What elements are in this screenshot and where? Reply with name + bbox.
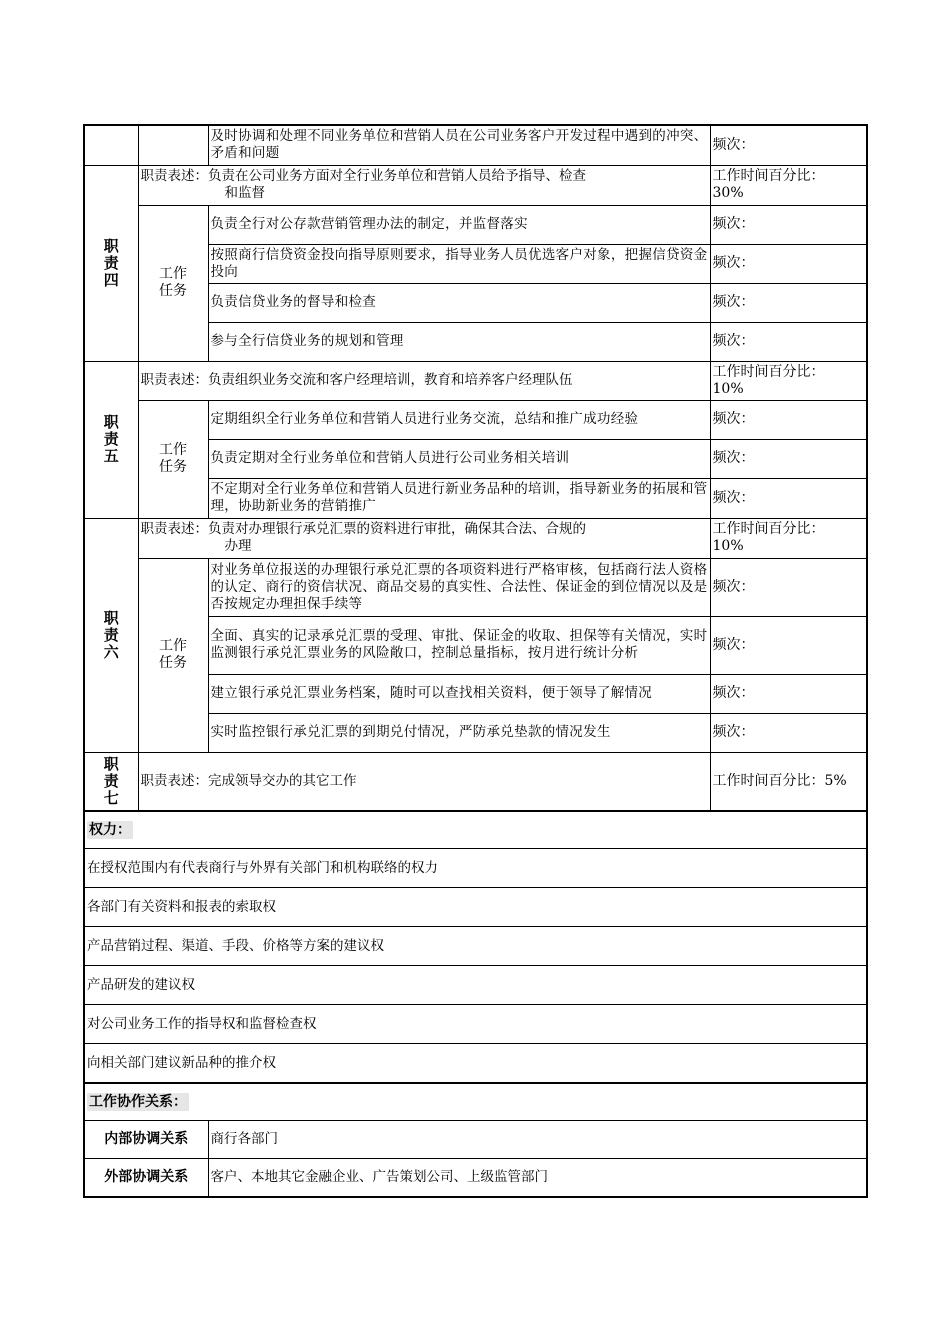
pct-value: 30% [712,185,744,201]
table-row [84,518,867,558]
external-coordination-label: 外部协调关系 [84,1159,208,1198]
duty-6-label [84,518,138,752]
work-task-label [138,205,208,361]
desc-line-1: 负责对办理银行承兑汇票的资料进行审批，确保其合法、合规的 [208,521,586,537]
table-row [84,361,867,400]
duty-char: 职 [103,754,119,773]
task-text: 不定期对全行业务单位和营销人员进行新业务品种的培训，指导新业务的拓展和管理，协助新业务的营销推广 [208,478,710,518]
duty-cell-empty [84,125,138,165]
duty-5-label [84,361,138,518]
power-item: 在授权范围内有代表商行与外界有关部门和机构联络的权力 [84,849,867,888]
coop-header-row [84,1083,867,1121]
coop-title-text: 工作协作关系： [89,1093,187,1110]
task-text: 按照商行信贷资金投向指导原则要求，指导业务人员优选客户对象，把握信贷资金投向 [208,244,710,283]
duty-4-percentage [710,165,867,205]
desc-line-2: 办理 [224,538,252,554]
desc-prefix: 职责表述： [140,168,208,184]
frequency-label: 频次： [710,244,867,283]
duty-5-description [138,361,710,400]
duty-char: 责 [103,253,119,272]
power-item: 产品营销过程、渠道、手段、价格等方案的建议权 [84,927,867,966]
work-task-label-2: 任务 [159,655,187,671]
power-item: 各部门有关资料和报表的索取权 [84,888,867,927]
power-row [84,888,867,927]
table-row [84,752,867,811]
work-task-label-2: 任务 [159,459,187,475]
powers-title [84,811,867,849]
work-task-label [138,400,208,518]
desc-prefix: 职责表述： [140,521,208,537]
task-text: 对业务单位报送的办理银行承兑汇票的各项资料进行严格审核，包括商行法人资格的认定、商行的资信状况、商品交易的真实性、合法性、保证金的到位情况以及是否按规定办理担保手续等 [208,558,710,616]
task-text: 建立银行承兑汇票业务档案，随时可以查找相关资料，便于领导了解情况 [208,674,710,713]
desc-line-1: 负责在公司业务方面对全行业务单位和营销人员给予指导、检查 [208,168,586,184]
task-text: 负责定期对全行业务单位和营销人员进行公司业务相关培训 [208,439,710,478]
task-text: 定期组织全行业务单位和营销人员进行业务交流，总结和推广成功经验 [208,400,710,439]
frequency-label: 频次： [710,439,867,478]
power-row [84,927,867,966]
frequency-label: 频次： [710,400,867,439]
frequency-label: 频次： [710,322,867,361]
duty-7-description: 职责表述：完成领导交办的其它工作 [138,752,710,811]
task-text: 参与全行信贷业务的规划和管理 [208,322,710,361]
powers-header-row [84,811,867,849]
work-task-cell-empty [138,125,208,165]
power-item: 对公司业务工作的指导权和监督检查权 [84,1005,867,1044]
table-row [84,205,867,244]
task-text: 及时协调和处理不同业务单位和营销人员在公司业务客户开发过程中遇到的冲突、矛盾和问题 [208,125,710,165]
table-row [84,400,867,439]
table-row [84,125,867,165]
duty-7-percentage: 工作时间百分比：5% [710,752,867,811]
duty-5-percentage [710,361,867,400]
work-task-label-1: 工作 [159,638,187,654]
duty-char: 四 [103,270,119,289]
frequency-label: 频次： [710,616,867,674]
task-text: 实时监控银行承兑汇票的到期兑付情况，严防承兑垫款的情况发生 [208,713,710,752]
frequency-label: 频次： [710,205,867,244]
table-row [84,558,867,616]
duty-char: 七 [103,788,119,807]
duty-char: 责 [103,771,119,790]
frequency-label: 频次： [710,478,867,518]
duty-4-label [84,165,138,361]
power-row [84,1005,867,1044]
desc-line-2: 和监督 [224,185,265,201]
pct-label: 工作时间百分比： [712,363,825,380]
job-description-table [83,124,868,1198]
coop-title [84,1083,867,1121]
frequency-label: 频次： [710,283,867,322]
pct-label: 工作时间百分比： [712,168,825,184]
pct-value: 10% [712,538,744,554]
external-coordination-value: 客户、本地其它金融企业、广告策划公司、上级监管部门 [208,1159,867,1198]
power-item: 产品研发的建议权 [84,966,867,1005]
pct-value: 10% [712,380,744,397]
work-task-label [138,558,208,752]
duty-char: 责 [103,430,119,448]
task-text: 负责信贷业务的督导和检查 [208,283,710,322]
table-row [84,165,867,205]
duty-6-percentage [710,518,867,558]
pct-label: 工作时间百分比： [712,521,825,537]
duty-4-description [138,165,710,205]
coop-internal-row [84,1121,867,1159]
internal-coordination-label: 内部协调关系 [84,1121,208,1159]
frequency-label: 频次： [710,713,867,752]
work-task-label-2: 任务 [159,283,187,299]
desc-line-1: 负责组织业务交流和客户经理培训，教育和培养客户经理队伍 [208,372,573,388]
task-text: 全面、真实的记录承兑汇票的受理、审批、保证金的收取、担保等有关情况，实时监测银行承兑汇票业务的风险敞口，控制总量指标，按月进行统计分析 [208,616,710,674]
duty-char: 六 [103,642,119,661]
work-task-label-1: 工作 [159,442,187,458]
duty-char: 责 [103,625,119,644]
powers-title-text: 权力： [89,821,131,838]
coop-external-row [84,1159,867,1198]
power-row [84,1044,867,1084]
duty-6-description [138,518,710,558]
duty-char: 职 [103,608,119,627]
task-text: 负责全行对公存款营销管理办法的制定，并监督落实 [208,205,710,244]
work-task-label-1: 工作 [159,266,187,282]
power-row [84,966,867,1005]
internal-coordination-value: 商行各部门 [208,1121,867,1159]
power-item: 向相关部门建议新品种的推介权 [84,1044,867,1084]
frequency-label: 频次： [710,558,867,616]
duty-7-label [84,752,138,811]
job-description-table-wrapper [83,124,866,1198]
duty-char: 职 [103,413,119,431]
duty-char: 五 [103,447,119,465]
frequency-label: 频次： [710,674,867,713]
power-row [84,849,867,888]
duty-char: 职 [103,236,119,255]
desc-prefix: 职责表述： [140,372,208,388]
frequency-label: 频次： [710,125,867,165]
